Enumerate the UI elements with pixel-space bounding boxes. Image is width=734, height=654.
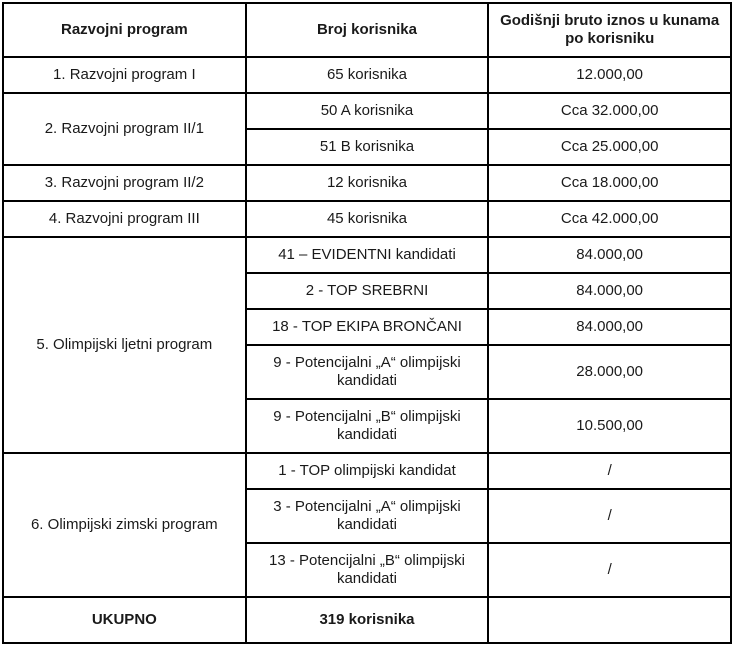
table-cell: 45 korisnika xyxy=(246,201,489,237)
table-row xyxy=(3,93,731,129)
table-cell: 2 - TOP SREBRNI xyxy=(246,273,489,309)
table-cell: 51 B korisnika xyxy=(246,129,489,165)
table-row xyxy=(3,597,731,643)
table-cell: 1 - TOP olimpijski kandidat xyxy=(246,453,489,489)
table-cell: Cca 18.000,00 xyxy=(488,165,731,201)
table-cell: 9 - Potencijalni „A“ olimpijski kandidati xyxy=(246,345,489,399)
program-group-cell: 5. Olimpijski ljetni program xyxy=(3,237,246,453)
table-row xyxy=(3,57,731,93)
table-cell: 84.000,00 xyxy=(488,309,731,345)
table-row xyxy=(3,237,731,273)
table-cell: / xyxy=(488,543,731,597)
table-cell: Cca 25.000,00 xyxy=(488,129,731,165)
table-cell: 1. Razvojni program I xyxy=(3,57,246,93)
table-header xyxy=(3,3,731,57)
table-cell: 3. Razvojni program II/2 xyxy=(3,165,246,201)
table-row xyxy=(3,201,731,237)
table-cell: 9 - Potencijalni „B“ olimpijski kandidati xyxy=(246,399,489,453)
table-cell: 12.000,00 xyxy=(488,57,731,93)
table-cell: 84.000,00 xyxy=(488,237,731,273)
header-row xyxy=(3,3,731,57)
table-row xyxy=(3,165,731,201)
table-cell: 65 korisnika xyxy=(246,57,489,93)
table-cell: 28.000,00 xyxy=(488,345,731,399)
table-cell: 4. Razvojni program III xyxy=(3,201,246,237)
table-cell: 12 korisnika xyxy=(246,165,489,201)
table-cell: 18 - TOP EKIPA BRONČANI xyxy=(246,309,489,345)
table-cell: 50 A korisnika xyxy=(246,93,489,129)
table-cell: / xyxy=(488,453,731,489)
table-body xyxy=(3,57,731,643)
table-cell xyxy=(488,597,731,643)
table-cell: 319 korisnika xyxy=(246,597,489,643)
column-header: Razvojni program xyxy=(3,3,246,57)
table-row xyxy=(3,453,731,489)
column-header: Broj korisnika xyxy=(246,3,489,57)
column-header: Godišnji bruto iznos u kunama po korisniku xyxy=(488,3,731,57)
table-cell: / xyxy=(488,489,731,543)
table-cell: 84.000,00 xyxy=(488,273,731,309)
program-group-cell: 6. Olimpijski zimski program xyxy=(3,453,246,597)
table-cell: 10.500,00 xyxy=(488,399,731,453)
table-cell: Cca 42.000,00 xyxy=(488,201,731,237)
table-cell: 3 - Potencijalni „A“ olimpijski kandidati xyxy=(246,489,489,543)
program-funding-table xyxy=(2,2,732,644)
table-cell: 41 – EVIDENTNI kandidati xyxy=(246,237,489,273)
program-group-cell: 2. Razvojni program II/1 xyxy=(3,93,246,165)
table-cell: Cca 32.000,00 xyxy=(488,93,731,129)
table-cell: UKUPNO xyxy=(3,597,246,643)
table-cell: 13 - Potencijalni „B“ olimpijski kandidati xyxy=(246,543,489,597)
